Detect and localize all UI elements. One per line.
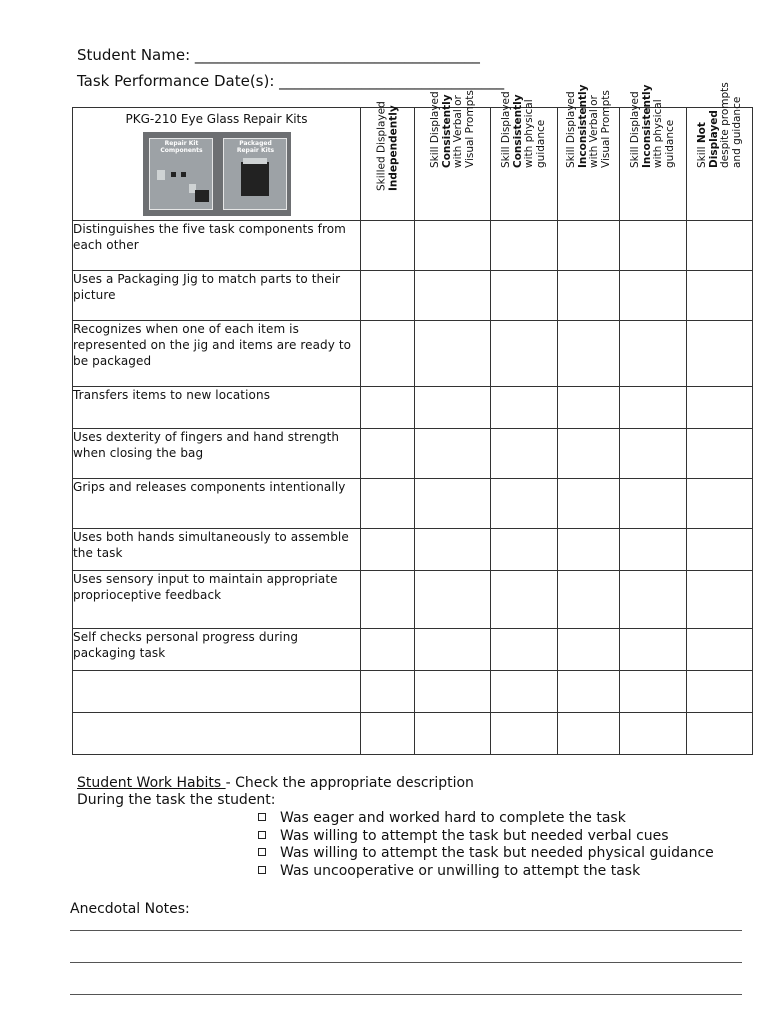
rating-cell[interactable]	[558, 221, 620, 271]
rating-cell[interactable]	[620, 529, 687, 571]
rating-cell[interactable]	[687, 571, 753, 629]
skill-description: Uses dexterity of fingers and hand strength when closing the bag	[73, 429, 361, 479]
table-row	[73, 629, 753, 671]
rating-cell[interactable]	[620, 271, 687, 321]
rating-cell[interactable]	[491, 479, 558, 529]
rating-cell[interactable]	[558, 479, 620, 529]
level-label: Skill Displayed Inconsistently with physical guidance	[629, 84, 676, 168]
rating-cell[interactable]	[620, 571, 687, 629]
level-header-consistent-physical	[491, 91, 558, 221]
rating-cell[interactable]	[415, 221, 491, 271]
table-row	[73, 387, 753, 429]
rating-cell[interactable]	[491, 221, 558, 271]
table-row	[73, 671, 753, 713]
rating-cell[interactable]	[687, 221, 753, 271]
rating-cell[interactable]	[620, 629, 687, 671]
checkbox[interactable]	[258, 813, 266, 821]
rating-cell[interactable]	[415, 629, 491, 671]
habit-option[interactable]	[258, 845, 714, 863]
rating-cell[interactable]	[415, 429, 491, 479]
rating-cell[interactable]	[558, 271, 620, 321]
photo-label-components: Repair Kit Components	[160, 140, 203, 154]
rating-cell[interactable]	[361, 429, 415, 479]
work-habits-instruction: - Check the appropriate description	[225, 775, 474, 791]
student-name-field[interactable]: Student Name: ______________________________________	[77, 46, 480, 64]
habit-option-label: Was uncooperative or unwilling to attempt the task	[280, 862, 641, 879]
skill-description: Uses both hands simultaneously to assemble the task	[73, 529, 361, 571]
table-row	[73, 713, 753, 755]
notes-line[interactable]	[70, 962, 742, 963]
rating-cell[interactable]	[361, 387, 415, 429]
level-label: Skill Displayed Consistently with physical guidance	[500, 91, 547, 168]
rating-cell[interactable]	[687, 479, 753, 529]
table-row	[73, 271, 753, 321]
skill-description: Distinguishes the five task components from each other	[73, 221, 361, 271]
skill-description: Uses sensory input to maintain appropriate proprioceptive feedback	[73, 571, 361, 629]
skill-description	[73, 671, 361, 713]
habit-option[interactable]	[258, 810, 714, 828]
kit-title: PKG-210 Eye Glass Repair Kits	[125, 112, 308, 126]
level-header-inconsistent-physical	[620, 84, 687, 221]
rating-cell[interactable]	[558, 671, 620, 713]
rating-cell[interactable]	[687, 629, 753, 671]
rating-cell[interactable]	[415, 713, 491, 755]
rating-cell[interactable]	[620, 429, 687, 479]
habit-option-label: Was willing to attempt the task but needed physical guidance	[280, 845, 714, 861]
rating-cell[interactable]	[361, 629, 415, 671]
work-habits-options	[258, 810, 714, 880]
rating-cell[interactable]	[687, 387, 753, 429]
level-header-independent	[361, 101, 415, 221]
rating-cell[interactable]	[558, 571, 620, 629]
rating-cell[interactable]	[620, 479, 687, 529]
rating-cell[interactable]	[491, 629, 558, 671]
skill-description: Recognizes when one of each item is represented on the jig and items are ready to be packaged	[73, 321, 361, 387]
level-header-not-displayed	[687, 82, 753, 221]
work-habits-intro: During the task the student:	[77, 792, 276, 808]
checkbox[interactable]	[258, 866, 266, 874]
checkbox[interactable]	[258, 831, 266, 839]
habit-option-label: Was eager and worked hard to complete the task	[280, 810, 626, 826]
rating-cell[interactable]	[491, 387, 558, 429]
table-row	[73, 429, 753, 479]
rating-cell[interactable]	[687, 321, 753, 387]
table-header-row	[73, 108, 753, 221]
table-row	[73, 321, 753, 387]
rating-cell[interactable]	[558, 713, 620, 755]
notes-line[interactable]	[70, 930, 742, 931]
rating-cell[interactable]	[558, 529, 620, 571]
rating-cell[interactable]	[491, 571, 558, 629]
rating-cell[interactable]	[415, 529, 491, 571]
rating-cell[interactable]	[491, 713, 558, 755]
rating-cell[interactable]	[415, 479, 491, 529]
rating-cell[interactable]	[361, 571, 415, 629]
kit-header-cell	[73, 108, 361, 221]
rating-cell[interactable]	[491, 429, 558, 479]
rating-cell[interactable]	[620, 221, 687, 271]
work-habits-section	[77, 775, 474, 809]
table-row	[73, 571, 753, 629]
rating-cell[interactable]	[361, 271, 415, 321]
rating-cell[interactable]	[558, 321, 620, 387]
habit-option-label: Was willing to attempt the task but needed verbal cues	[280, 827, 669, 844]
level-header-inconsistent-verbal	[558, 84, 620, 221]
rating-cell[interactable]	[491, 529, 558, 571]
notes-line[interactable]	[70, 994, 742, 995]
rating-cell[interactable]	[558, 629, 620, 671]
rating-cell[interactable]	[620, 671, 687, 713]
rating-cell[interactable]	[491, 271, 558, 321]
rating-cell[interactable]	[491, 321, 558, 387]
table-row	[73, 479, 753, 529]
rating-cell[interactable]	[620, 321, 687, 387]
skills-rating-table	[72, 82, 753, 755]
skill-description: Grips and releases components intentionally	[73, 479, 361, 529]
anecdotal-notes-label: Anecdotal Notes:	[70, 901, 190, 917]
rating-cell[interactable]	[687, 271, 753, 321]
rating-cell[interactable]	[415, 387, 491, 429]
rating-cell[interactable]	[361, 221, 415, 271]
level-label: Skill Displayed Inconsistently with Verbal or Visual Prompts	[564, 84, 611, 168]
habit-option[interactable]	[258, 863, 714, 881]
rating-cell[interactable]	[415, 671, 491, 713]
table-row	[73, 221, 753, 271]
rating-cell[interactable]	[361, 321, 415, 387]
rating-cell[interactable]	[620, 387, 687, 429]
rating-cell[interactable]	[415, 571, 491, 629]
checkbox[interactable]	[258, 848, 266, 856]
kit-photo	[143, 132, 291, 216]
skill-description: Self checks personal progress during packaging task	[73, 629, 361, 671]
rating-cell[interactable]	[687, 429, 753, 479]
rating-cell[interactable]	[620, 713, 687, 755]
rating-cell[interactable]	[491, 671, 558, 713]
rating-cell[interactable]	[361, 713, 415, 755]
rating-cell[interactable]	[687, 529, 753, 571]
rating-cell[interactable]	[687, 671, 753, 713]
task-dates-field[interactable]: Task Performance Date(s): ______________________________	[77, 72, 505, 90]
rating-cell[interactable]	[361, 529, 415, 571]
level-header-consistent-verbal	[415, 90, 491, 221]
work-habits-title	[77, 775, 474, 792]
level-label: Skill Displayed Consistently with Verbal or Visual Prompts	[428, 90, 475, 168]
rating-cell[interactable]	[415, 321, 491, 387]
skill-description: Transfers items to new locations	[73, 387, 361, 429]
skill-description: Uses a Packaging Jig to match parts to their picture	[73, 271, 361, 321]
photo-label-packaged: Packaged Repair Kits	[236, 140, 275, 154]
skill-description	[73, 713, 361, 755]
level-label: Skilled Displayed Independently	[375, 101, 399, 191]
rating-cell[interactable]	[558, 387, 620, 429]
habit-option[interactable]	[258, 828, 714, 846]
table-row	[73, 529, 753, 571]
rating-cell[interactable]	[558, 429, 620, 479]
rating-cell[interactable]	[361, 671, 415, 713]
rating-cell[interactable]	[415, 271, 491, 321]
rating-cell[interactable]	[687, 713, 753, 755]
level-label: Skill Not Displayed despite prompts and guidance	[695, 82, 742, 168]
work-habits-heading: Student Work Habits	[77, 775, 226, 791]
rating-cell[interactable]	[361, 479, 415, 529]
